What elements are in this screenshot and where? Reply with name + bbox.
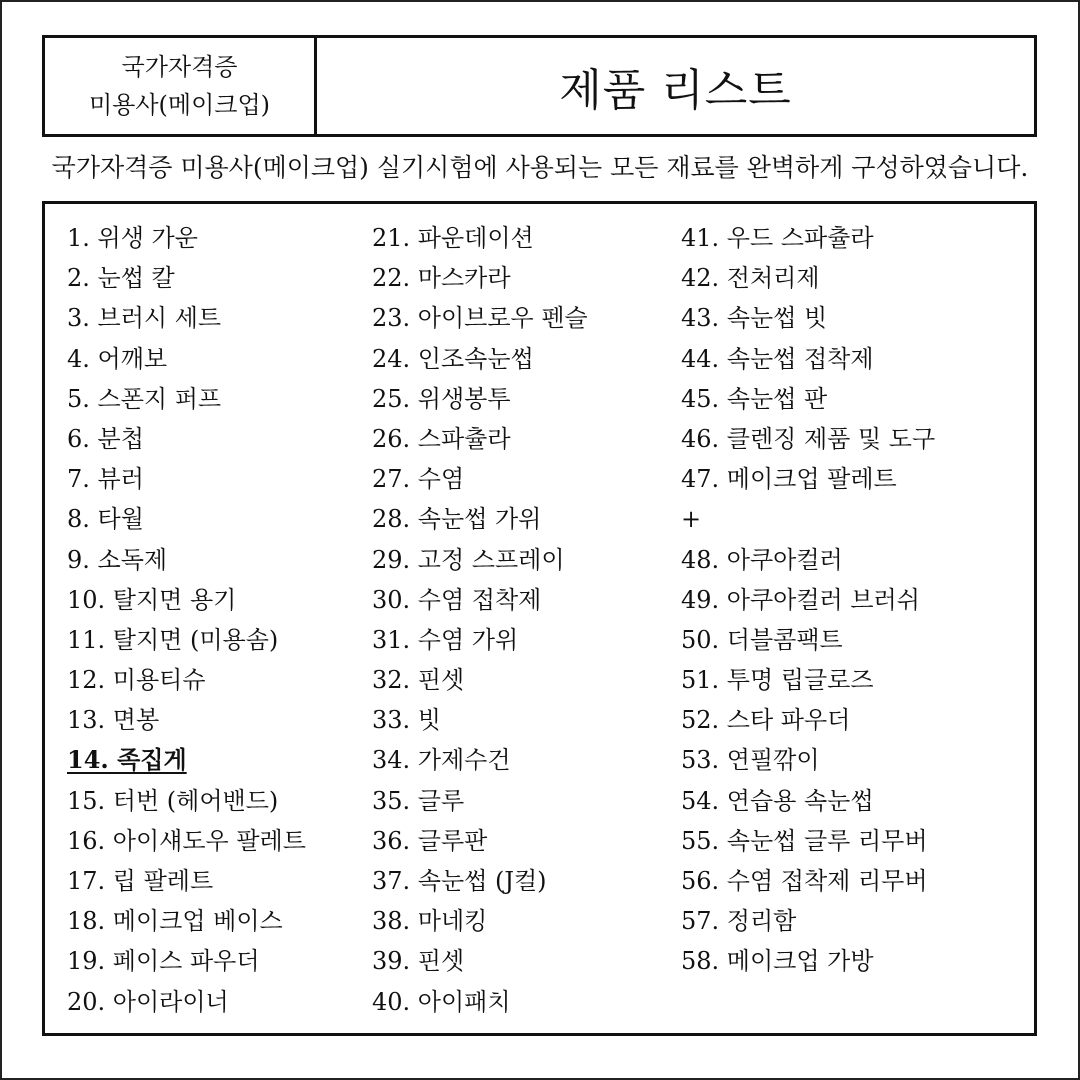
- list-item-text: 3. 브러시 세트: [67, 304, 222, 333]
- list-item-text: 47. 메이크업 팔레트: [681, 465, 897, 494]
- list-item: [372, 580, 588, 620]
- list-item: [681, 941, 935, 981]
- list-item-text: 7. 뷰러: [67, 465, 144, 494]
- list-item: [67, 740, 306, 780]
- list-item: [372, 258, 588, 298]
- list-item-text: 23. 아이브로우 펜슬: [372, 304, 588, 333]
- list-item-text: 29. 고정 스프레이: [372, 545, 565, 574]
- list-item-text: 30. 수염 접착제: [372, 585, 542, 614]
- list-item: [681, 379, 935, 419]
- list-item-text: 43. 속눈썹 빗: [681, 304, 828, 333]
- list-item-text: 27. 수염: [372, 465, 465, 494]
- list-item-text: 54. 연습용 속눈썹: [681, 786, 874, 815]
- list-item: [681, 499, 935, 539]
- list-item-text: 21. 파운데이션: [372, 224, 534, 252]
- list-item-text: 12. 미용티슈: [67, 666, 206, 695]
- list-item: [681, 580, 935, 620]
- list-item-text: 49. 아쿠아컬러 브러쉬: [681, 585, 920, 614]
- list-item-text: 57. 정리함: [681, 907, 797, 936]
- list-item: [681, 419, 935, 459]
- list-item: [67, 419, 306, 459]
- list-item: [372, 901, 588, 941]
- list-item: [372, 379, 588, 419]
- list-item: [67, 540, 306, 580]
- list-item-text: 34. 가제수건: [372, 746, 511, 775]
- list-item: [681, 901, 935, 941]
- list-item: [372, 620, 588, 660]
- list-item-text: 31. 수염 가위: [372, 625, 519, 654]
- list-item: [681, 218, 935, 258]
- list-item: [67, 982, 306, 1022]
- list-item-text: 33. 빗: [372, 706, 441, 735]
- product-column-3: [681, 218, 935, 982]
- list-item: [372, 339, 588, 379]
- list-item: [67, 861, 306, 901]
- list-item: [372, 982, 588, 1022]
- list-item-text: 37. 속눈썹 (J컬): [372, 867, 547, 895]
- list-item: [681, 861, 935, 901]
- header-box: [42, 35, 1037, 137]
- list-item-text: 14. 족집게: [67, 745, 187, 775]
- list-item-text: 36. 글루판: [372, 826, 488, 855]
- list-item-text: 18. 메이크업 베이스: [67, 907, 283, 936]
- list-item: [67, 821, 306, 861]
- list-item-text: 45. 속눈썹 판: [681, 384, 828, 413]
- certification-label: [45, 38, 317, 134]
- list-item: [681, 459, 935, 499]
- list-item: [67, 379, 306, 419]
- list-item: [67, 781, 306, 821]
- list-item-text: 17. 립 팔레트: [67, 867, 214, 895]
- list-item: [372, 660, 588, 700]
- list-item: [681, 781, 935, 821]
- list-item-text: 10. 탈지면 용기: [67, 585, 237, 614]
- list-item: [681, 700, 935, 740]
- list-item: [372, 941, 588, 981]
- list-item-text: 4. 어깨보: [67, 344, 168, 373]
- list-item-text: 16. 아이섀도우 팔레트: [67, 826, 306, 855]
- list-item-text: 24. 인조속눈썹: [372, 344, 534, 373]
- list-item-text: 13. 면봉: [67, 706, 160, 735]
- product-column-2: [372, 218, 588, 1022]
- list-item-text: 6. 분첩: [67, 424, 144, 453]
- list-item-text: 48. 아쿠아컬러: [681, 545, 843, 574]
- list-item: [681, 821, 935, 861]
- list-item: [372, 740, 588, 780]
- list-item-text: 26. 스파츌라: [372, 424, 511, 453]
- list-item: [372, 781, 588, 821]
- list-item: [681, 620, 935, 660]
- list-item-text: 32. 핀셋: [372, 666, 465, 695]
- list-item: [67, 580, 306, 620]
- list-item-text: +: [681, 505, 702, 534]
- list-item: [372, 861, 588, 901]
- list-item-text: 9. 소독제: [67, 545, 168, 574]
- list-item: [67, 459, 306, 499]
- list-item-text: 28. 속눈썹 가위: [372, 505, 542, 534]
- list-item-text: 53. 연필깎이: [681, 746, 820, 775]
- list-item-text: 39. 핀셋: [372, 947, 465, 976]
- list-item-text: 46. 클렌징 제품 및 도구: [681, 424, 936, 453]
- list-item-text: 35. 글루: [372, 786, 465, 815]
- list-item: [372, 821, 588, 861]
- list-item-text: 40. 아이패치: [372, 987, 511, 1016]
- list-item: [681, 258, 935, 298]
- product-list-box: [42, 201, 1037, 1036]
- list-item-text: 42. 전처리제: [681, 264, 820, 293]
- list-item: [372, 218, 588, 258]
- list-item: [372, 540, 588, 580]
- list-item: [681, 298, 935, 338]
- list-item-text: 55. 속눈썹 글루 리무버: [681, 826, 928, 855]
- certification-line-1: 국가자격증: [121, 53, 238, 81]
- list-item-text: 51. 투명 립글로즈: [681, 666, 874, 695]
- list-item-text: 15. 터번 (헤어밴드): [67, 786, 279, 815]
- product-column-1: [67, 218, 306, 1022]
- list-item-text: 58. 메이크업 가방: [681, 947, 874, 976]
- list-item-text: 11. 탈지면 (미용솜): [67, 625, 279, 654]
- list-item: [67, 660, 306, 700]
- list-item-text: 22. 마스카라: [372, 264, 511, 293]
- list-item: [67, 339, 306, 379]
- list-item-text: 20. 아이라이너: [67, 987, 229, 1016]
- list-item: [681, 740, 935, 780]
- list-item: [372, 419, 588, 459]
- subtitle: 국가자격증 미용사(메이크업) 실기시험에 사용되는 모든 재료를 완벽하게 구성하였습니다.: [51, 153, 1029, 182]
- list-item-text: 19. 페이스 파우더: [67, 947, 260, 976]
- list-item-text: 1. 위생 가운: [67, 224, 198, 252]
- list-item: [67, 700, 306, 740]
- list-item: [681, 660, 935, 700]
- list-item: [67, 298, 306, 338]
- list-item: [372, 298, 588, 338]
- list-item: [372, 700, 588, 740]
- list-item-text: 56. 수염 접착제 리무버: [681, 867, 928, 895]
- list-item-text: 38. 마네킹: [372, 907, 488, 936]
- list-item: [67, 620, 306, 660]
- list-item-text: 52. 스타 파우더: [681, 706, 851, 735]
- list-item: [67, 901, 306, 941]
- list-item: [372, 499, 588, 539]
- list-item-text: 25. 위생봉투: [372, 384, 511, 413]
- list-item: [67, 218, 306, 258]
- list-item: [67, 258, 306, 298]
- list-item: [372, 459, 588, 499]
- list-item-text: 50. 더블콤팩트: [681, 625, 843, 654]
- list-item: [681, 540, 935, 580]
- list-item: [681, 339, 935, 379]
- list-item-text: 5. 스폰지 퍼프: [67, 384, 222, 413]
- list-item-text: 41. 우드 스파츌라: [681, 224, 874, 252]
- list-item-text: 8. 타월: [67, 505, 144, 534]
- list-item-text: 44. 속눈썹 접착제: [681, 344, 874, 373]
- list-item-text: 2. 눈썹 칼: [67, 264, 175, 293]
- list-item: [67, 941, 306, 981]
- page-title: 제품 리스트: [559, 65, 792, 116]
- certification-line-2: 미용사(메이크업): [88, 91, 270, 119]
- list-item: [67, 499, 306, 539]
